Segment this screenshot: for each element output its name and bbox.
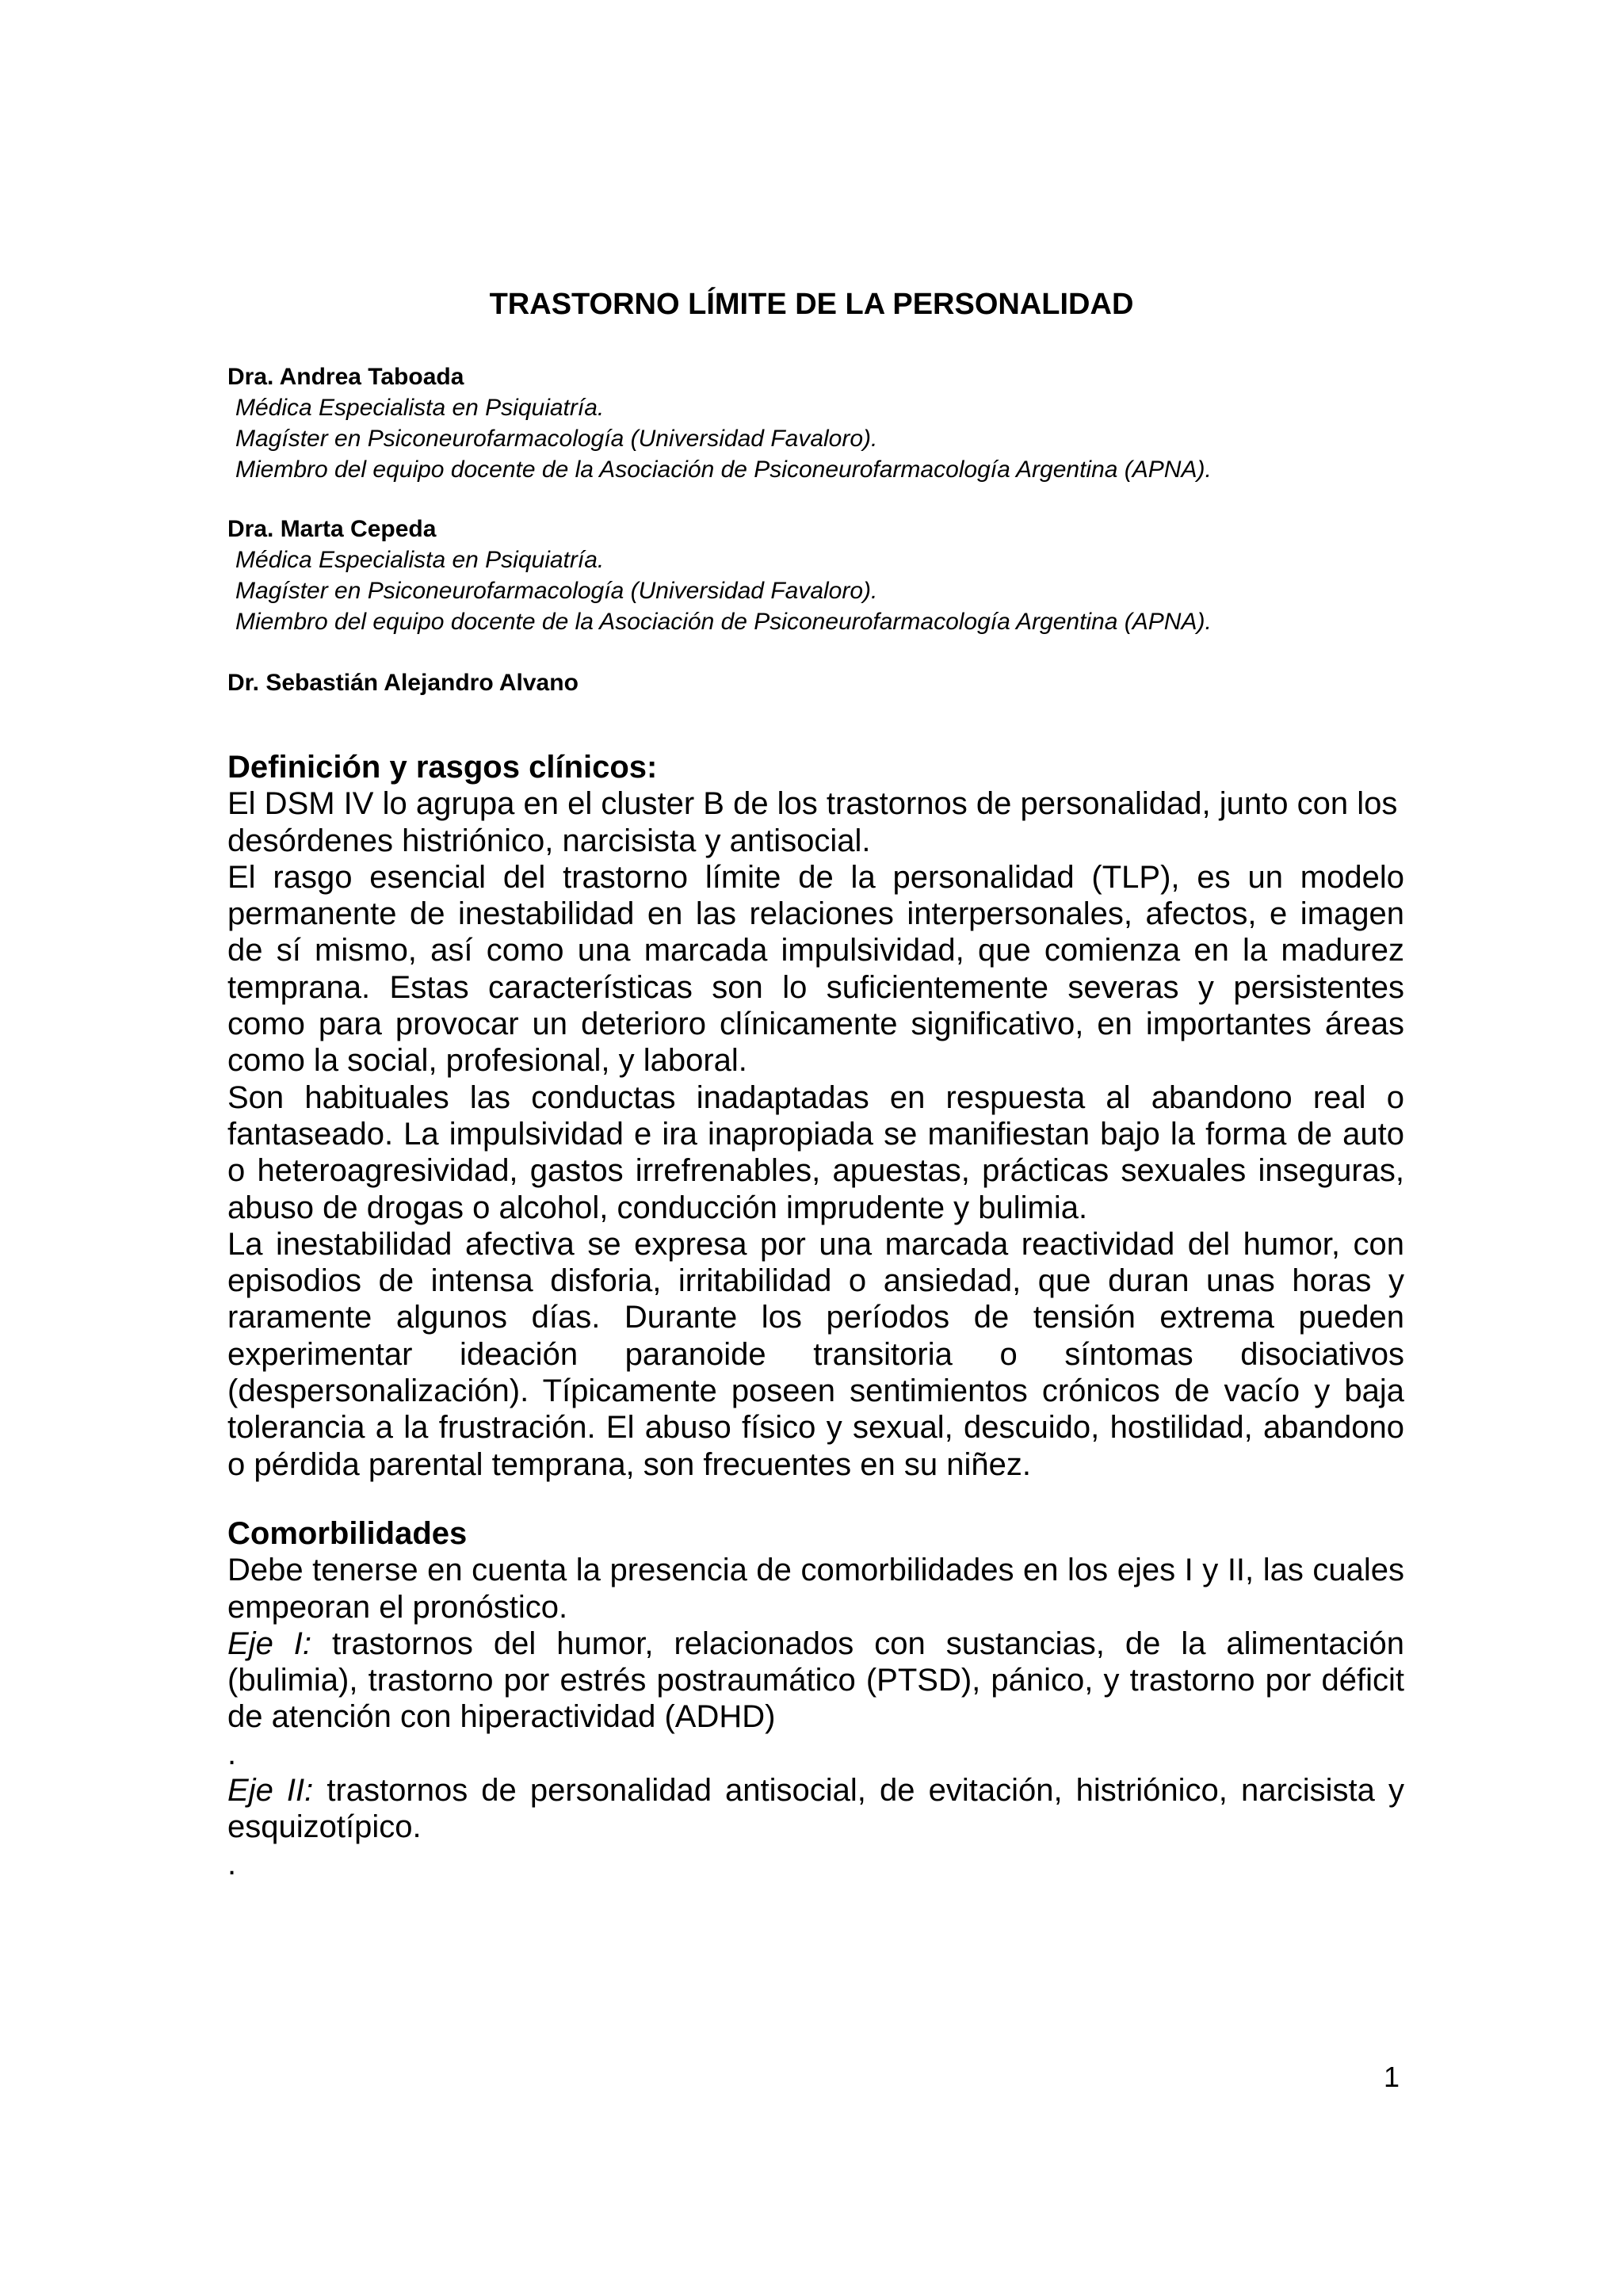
section-comorbilidades: [227, 1515, 1404, 1882]
author-block-cepeda: [227, 514, 1432, 637]
body-paragraph: La inestabilidad afectiva se expresa por una marcada reactividad del humor, con episodios de intensa disforia, irritabilidad o ansiedad, que duran unas horas y raramente algunos días. Durante los períodos de tensión extrema pueden experimentar ideación paranoide transitoria o síntomas disociativos (despersonalización). Típicamente poseen sentimientos crónicos de vacío y baja tolerancia a la frustración. El abuso físico y sexual, descuido, hostilidad, abandono o pérdida parental temprana, son frecuentes en su niñez.: [227, 1226, 1404, 1482]
eje-label: Eje II:: [227, 1773, 314, 1809]
author-block-taboada: [227, 361, 1432, 485]
author-credential: Médica Especialista en Psiquiatría.: [235, 547, 605, 573]
author-block-alvano: [227, 667, 1432, 698]
dot-separator: .: [227, 1846, 237, 1881]
author-name: Dr. Sebastián Alejandro Alvano: [227, 670, 579, 696]
author-credential: Magíster en Psiconeurofarmacología (Universidad Favaloro).: [235, 426, 878, 452]
body-paragraph: Debe tenerse en cuenta la presencia de comorbilidades en los ejes I y II, las cuales empeoran el pronóstico.: [227, 1553, 1404, 1625]
body-paragraph: El DSM IV lo agrupa en el cluster B de los trastornos de personalidad, junto con los desórdenes histriónico, narcisista y antisocial.: [227, 786, 1398, 858]
body-paragraph: El rasgo esencial del trastorno límite de la personalidad (TLP), es un modelo permanente de inestabilidad en las relaciones interpersonales, afectos, e imagen de sí mismo, así como una marcada impulsividad, que comienza en la madurez temprana. Estas características son lo suficientemente severas y persistentes como para provocar un deterioro clínicamente significativo, en importantes áreas como la social, profesional, y laboral.: [227, 859, 1404, 1079]
page-number: 1: [1383, 2061, 1400, 2093]
document-title: TRASTORNO LÍMITE DE LA PERSONALIDAD: [489, 288, 1134, 321]
body-paragraph: Son habituales las conductas inadaptadas en respuesta al abandono real o fantaseado. La impulsividad e ira inapropiada se manifiestan bajo la forma de auto o heteroagresividad, gastos irrefrenables, apuestas, prácticas sexuales inseguras, abuso de drogas o alcohol, conducción imprudente y bulimia.: [227, 1079, 1404, 1225]
author-credential: Médica Especialista en Psiquiatría.: [235, 395, 605, 421]
author-name: Dra. Andrea Taboada: [227, 364, 464, 390]
author-credential: Miembro del equipo docente de la Asociación de Psiconeurofarmacología Argentina (APNA).: [235, 609, 1212, 635]
eje-text: trastornos de personalidad antisocial, de evitación, histriónico, narcisista y esquizotípico.: [227, 1773, 1404, 1845]
body-paragraph-eje1: [227, 1626, 1404, 1736]
author-name: Dra. Marta Cepeda: [227, 516, 437, 542]
author-credential: Magíster en Psiconeurofarmacología (Universidad Favaloro).: [235, 578, 878, 604]
section-heading: Comorbilidades: [227, 1516, 468, 1551]
author-credential: Miembro del equipo docente de la Asociación de Psiconeurofarmacología Argentina (APNA).: [235, 457, 1212, 483]
section-definicion: [227, 749, 1404, 1483]
eje-label: Eje I:: [227, 1626, 312, 1661]
eje-text: trastornos del humor, relacionados con sustancias, de la alimentación (bulimia), trastorno por estrés postraumático (PTSD), pánico, y trastorno por déficit de atención con hiperactividad (ADHD): [227, 1626, 1405, 1735]
body-paragraph-eje2: [227, 1772, 1404, 1846]
dot-separator: .: [227, 1736, 237, 1771]
section-heading: Definición y rasgos clínicos:: [227, 750, 658, 785]
